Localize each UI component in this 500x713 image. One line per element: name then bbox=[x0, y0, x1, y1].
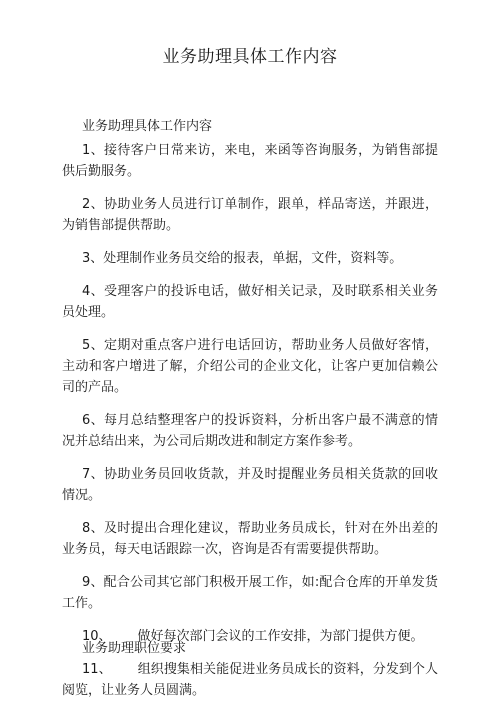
list-item bbox=[62, 248, 438, 269]
list-item bbox=[62, 410, 438, 452]
item-number: 10、 bbox=[82, 629, 112, 644]
section-heading-requirements: 业务助理职位要求 bbox=[82, 641, 187, 656]
item-text: 每月总结整理客户的投诉资料，分析出客户最不满意的情况并总结出来，为公司后期改进和制定方案作参考。 bbox=[62, 413, 438, 449]
list-item bbox=[62, 281, 438, 323]
item-text: 受理客户的投诉电话，做好相关记录，及时联系相关业务员处理。 bbox=[62, 284, 438, 320]
item-text: 协助业务人员进行订单制作，跟单，样品寄送，并跟进，为销售部提供帮助。 bbox=[62, 197, 438, 233]
section-heading-work-content: 业务助理具体工作内容 bbox=[82, 119, 213, 134]
item-text: 定期对重点客户进行电话回访，帮助业务人员做好客情，主动和客户增进了解，介绍公司的企业文化，让客户更加信赖公司的产品。 bbox=[62, 338, 438, 395]
list-item bbox=[62, 572, 438, 614]
item-number: 9、 bbox=[82, 575, 104, 590]
item-number: 6、 bbox=[82, 413, 105, 428]
item-number: 8、 bbox=[82, 521, 105, 536]
item-text: 做好每次部门会议的工作安排，为部门提供方便。 bbox=[137, 629, 424, 644]
item-number: 1、 bbox=[82, 143, 105, 158]
item-text: 组织搜集相关能促进业务员成长的资料，分发到个人阅览，让业务人员圆满。 bbox=[62, 662, 438, 698]
item-number: 7、 bbox=[82, 467, 105, 482]
item-number: 2、 bbox=[82, 197, 105, 212]
item-text: 协助业务员回收货款，并及时提醒业务员相关货款的回收情况。 bbox=[62, 467, 438, 503]
item-number: 3、 bbox=[82, 251, 104, 266]
item-text: 接待客户日常来访，来电，来函等咨询服务，为销售部提供后勤服务。 bbox=[62, 143, 438, 179]
list-item bbox=[62, 140, 438, 182]
item-text: 处理制作业务员交给的报表，单据，文件，资料等。 bbox=[103, 251, 403, 266]
item-number: 4、 bbox=[82, 284, 105, 299]
list-item bbox=[62, 335, 438, 398]
document-title: 业务助理具体工作内容 bbox=[162, 47, 338, 67]
duty-list bbox=[62, 140, 438, 713]
list-item bbox=[62, 194, 438, 236]
item-number: 5、 bbox=[82, 338, 105, 353]
item-number: 11、 bbox=[82, 662, 112, 677]
list-item bbox=[62, 659, 438, 701]
list-item bbox=[62, 464, 438, 506]
list-item bbox=[62, 518, 438, 560]
item-text: 及时提出合理化建议，帮助业务员成长，针对在外出差的业务员，每天电话跟踪一次，咨询是否有需要提供帮助。 bbox=[62, 521, 438, 557]
item-text: 配合公司其它部门积极开展工作，如:配合仓库的开单发货工作。 bbox=[62, 575, 438, 611]
